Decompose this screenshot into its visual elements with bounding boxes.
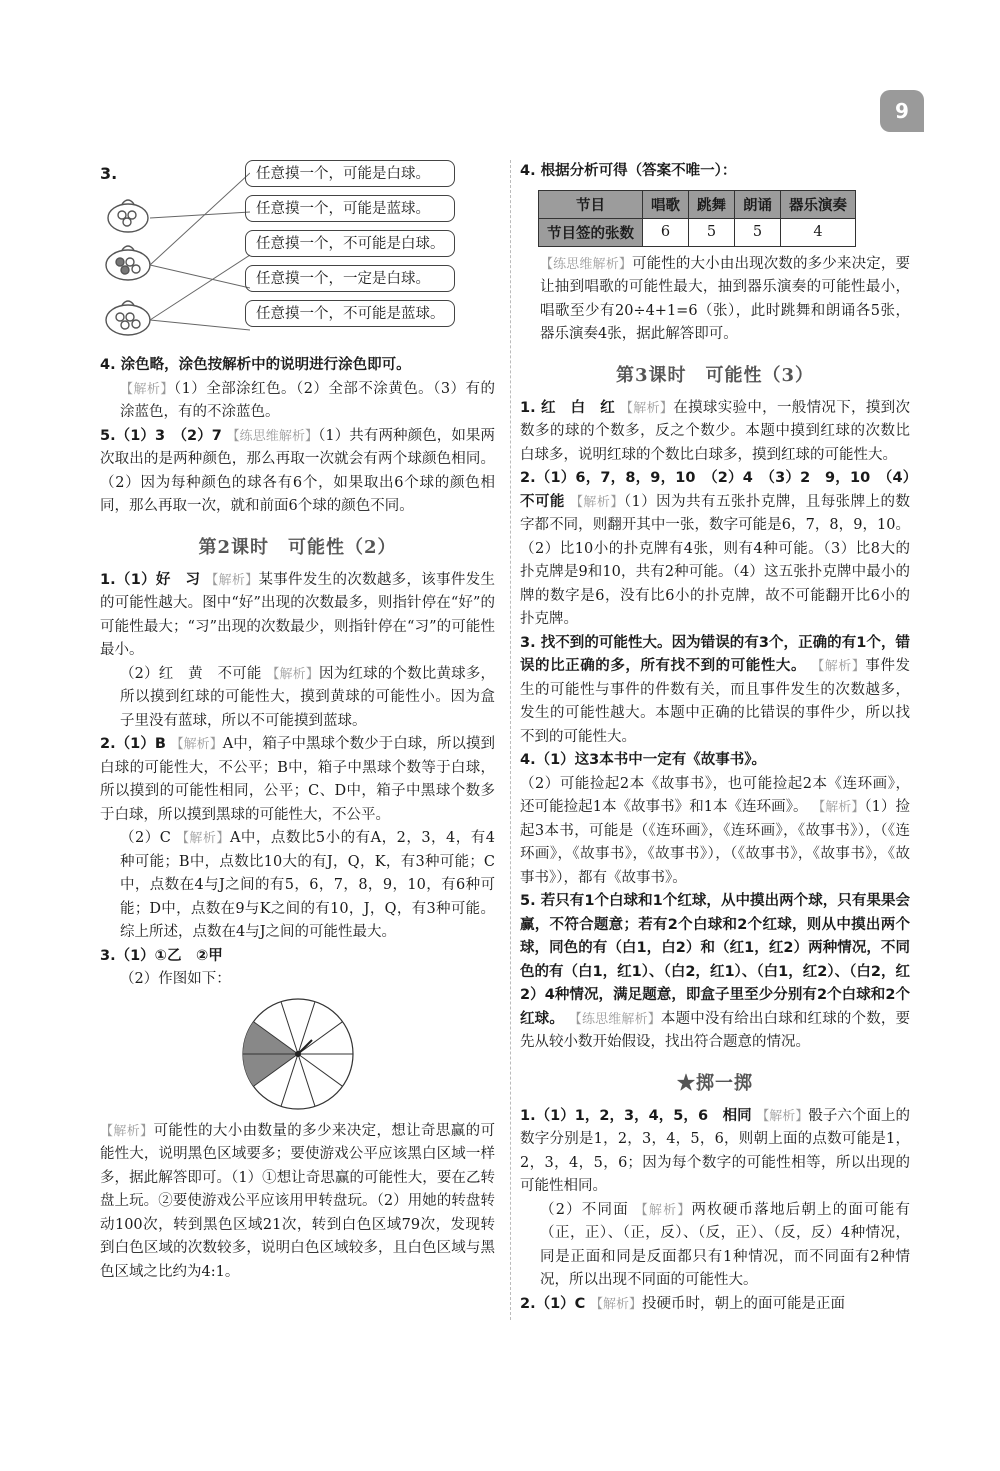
bags-illustration [100, 160, 250, 350]
spinner-figure [100, 994, 495, 1118]
s2-answer-2b: （2）C 【解析】A中，点数比5小的有A，2，3，4，有4种可能；B中，点数比10大的有J，Q，K，有3种可能；C中，点数在4与J之间的有5，6，7，8，9，10，有6种可能；D中，点数在9与K之间的有10，J，Q，有3种可能。综上所述，点数在4与J之间的可能性最大。 [120, 830, 495, 940]
section-heading-3: 第3课时 可能性（3） [615, 364, 815, 386]
statement-box: 任意摸一个，可能是蓝球。 [245, 195, 455, 222]
bag-icon [106, 301, 150, 335]
s2-answer-1b: （2）红 黄 不可能 【解析】因为红球的个数比黄球多，所以摸到红球的可能性大，摸到黄球的可能性小。因为盒子里没有蓝球，所以不可能摸到蓝球。 [120, 665, 495, 729]
table-header-cell: 唱歌 [643, 190, 689, 218]
analysis-4: 【解析】（1）全部涂红色。（2）全部不涂黄色。（3）有的涂蓝色，有的不涂蓝色。 [120, 380, 495, 420]
s3-answer-4b: （2）可能捡起2本《故事书》，也可能捡起2本《连环画》，还可能捡起1本《故事书》和1本《连环画》。 【解析】（1）捡起3本书，可能是（《连环画》，《连环画》，《故事书》），（《连环画》，《故事书》，《故事书》），（《故事书》，《故事书》，《故事书》），都有《故事书》。 [520, 775, 910, 886]
statement-box: 任意摸一个，不可能是白球。 [245, 230, 455, 257]
s4-answer-1b: （2）不同面 【解析】两枚硬币落地后朝上的面可能有（正，正）、（正，反）、（反，正）、（反，反）4种情况，同是正面和同是反面都只有1种情况，而不同面有2种情况，所以出现不同面的可能性大。 [540, 1201, 910, 1288]
statement-box: 任意摸一个，不可能是蓝球。 [245, 300, 455, 327]
s2-answer-2: 2.（1）B 【解析】A中，箱子中黑球个数少于白球，所以摸到白球的可能性大，不公平；B中，箱子中黑球个数等于白球，所以摸到的可能性相同，公平；C、D中，箱子中黑球个数多于白球，所以摸到黑球的可能性大，不公平。 [100, 736, 495, 823]
table-header-cell: 节目 [539, 190, 643, 218]
statement-box: 任意摸一个，一定是白球。 [245, 265, 455, 292]
program-table [538, 190, 856, 247]
s4-answer-1: 1.（1）1，2，3，4，5，6 相同 【解析】骰子六个面上的数字分别是1，2，3，4，5，6，则朝上面的点数可能是1，2，3，4，5，6；因为每个数字的可能性相等，所以出现的可能性相同。 [520, 1107, 910, 1194]
q3-label: 3. [100, 164, 118, 183]
s3-answer-3: 3. 找不到的可能性大。因为错误的有3个，正确的有1个，错误的比正确的多，所有找不到的可能性大。 【解析】事件发生的可能性与事件的件数有关，而且事件发生的次数越多，发生的可能性越大。本题中正确的比错误的事件少，所以找不到的可能性大。 [520, 634, 911, 745]
s2-analysis-3: 【解析】可能性的大小由数量的多少来决定，想让奇思赢的可能性大，说明黑色区域要多；要使游戏公平应该黑白区域一样多，据此解答即可。（1）①想让奇思赢的可能性大，要在乙转盘上玩。②要使游戏公平应该用甲转盘玩。（2）用她的转盘转动100次，转到黑色区域21次，转到白色区域79次，发现转到白色区域的次数较多，说明白色区域较多，且白色区域与黑色区域之比约为4:1。 [100, 1122, 495, 1280]
statement-box: 任意摸一个，可能是白球。 [245, 160, 455, 187]
column-divider [510, 160, 511, 1320]
table-cell: 5 [689, 218, 735, 246]
spinner-icon [238, 994, 358, 1114]
s2-answer-3-sub: （2）作图如下： [120, 971, 231, 987]
r-analysis-4: 【练思维解析】可能性的大小由出现次数的多少来决定，要让抽到唱歌的可能性最大，抽到器乐演奏的可能性最小，唱歌至少有20÷4+1=6（张），此时跳舞和朗诵各5张，器乐演奏4张，据此解答即可。 [540, 255, 910, 342]
s4-answer-2: 2.（1）C 【解析】投硬币时，朝上的面可能是正面 [520, 1295, 845, 1312]
table-header-cell: 朗诵 [735, 190, 781, 218]
s3-answer-4: 4.（1）这3本书中一定有《故事书》。 [520, 752, 767, 768]
left-column [100, 160, 495, 1284]
r-answer-4: 4. 根据分析可得（答案不唯一）： [520, 163, 737, 179]
s2-answer-1: 1.（1）好 习 【解析】某事件发生的次数越多，该事件发生的可能性越大。图中“好”出现的次数最多，则指针停在“好”的可能性最大；“习”出现的次数最少，则指针停在“习”的可能性最小。 [100, 571, 496, 658]
page-number: 9 [880, 90, 924, 132]
table-header-cell: 器乐演奏 [781, 190, 856, 218]
right-column [520, 160, 910, 1316]
s2-answer-3: 3.（1）①乙 ②甲 [100, 947, 223, 964]
s3-answer-5: 5. 若只有1个白球和1个红球，从中摸出两个球，只有果果会赢，不符合题意；若有2个白球和2个红球，则从中摸出两个球，同色的有（白1，白2）和（红1，红2）两种情况，不同色的有（白1，红1）、（白2，红1）、（白1，红2）、（白2，红2）4种情况，满足题意，即盒子里至少分别有2个白球和2个红球。 【练思维解析】本题中没有给出白球和红球的个数，要先从较小数开始假设，找出符合题意的情况。 [520, 893, 911, 1050]
bag-icon [106, 246, 150, 280]
matching-lines [150, 173, 250, 330]
table-cell: 4 [781, 218, 856, 246]
section-heading-4: ★掷一掷 [677, 1072, 753, 1094]
bag-icon [108, 200, 148, 232]
answer-4: 4. 涂色略，涂色按解析中的说明进行涂色即可。 [100, 357, 411, 373]
table-cell: 节目签的张数 [539, 218, 643, 246]
table-cell: 6 [643, 218, 689, 246]
table-header-cell: 跳舞 [689, 190, 735, 218]
s3-answer-2: 2.（1）6，7，8，9，10 （2）4 （3）2 9，10 （4）不可能 【解析】（1）因为共有五张扑克牌，且每张牌上的数字都不同，则翻开其中一张，数字可能是6，7，8，9，10。（2）比10小的扑克牌有4张，则有4种可能。（3）比8大的扑克牌是9和10，共有2种可能。（4）这五张扑克牌中最小的牌的数字是6，没有比6小的扑克牌，故不可能翻开比6小的扑克牌。 [520, 470, 911, 627]
statement-boxes [245, 160, 455, 335]
section-heading-2: 第2课时 可能性（2） [198, 536, 397, 558]
table-cell: 5 [735, 218, 781, 246]
s3-answer-1: 1. 红 白 红 【解析】在摸球实验中，一般情况下，摸到次数多的球的个数多，反之个数少。本题中摸到红球的次数比白球多，说明红球的个数比白球多，摸到红球的可能性大。 [520, 399, 910, 463]
answer-5: 5.（1）3 （2）7 【练思维解析】（1）共有两种颜色，如果两次取出的是两种颜色，那么再取一次就会有两个球颜色相同。（2）因为每种颜色的球各有6个，如果取出6个球的颜色相同，那么再取一次，就和前面6个球的颜色不同。 [100, 427, 495, 514]
matching-question [100, 160, 495, 350]
